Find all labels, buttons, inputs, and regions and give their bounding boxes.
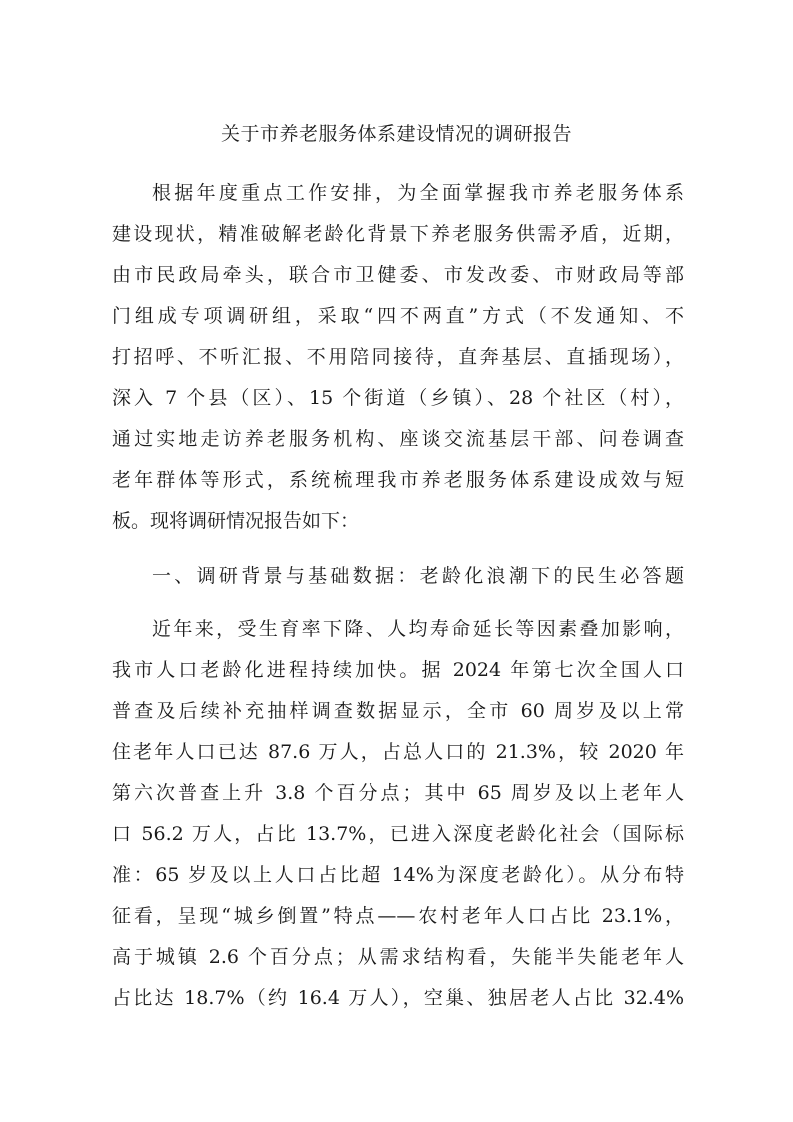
paragraph2-line: 口 56.2 万人，占比 13.7%，已进入深度老龄化社会（国际标	[112, 823, 684, 845]
paragraph1-line: 建设现状，精准破解老龄化背景下养老服务供需矛盾，近期，	[112, 223, 684, 245]
paragraph2-line: 准：65 岁及以上人口占比超 14%为深度老龄化）。从分布特	[112, 864, 684, 886]
paragraph2-line: 征看，呈现“城乡倒置”特点——农村老年人口占比 23.1%，	[112, 905, 684, 927]
paragraph2-line: 住老年人口已达 87.6 万人，占总人口的 21.3%，较 2020 年	[112, 741, 684, 763]
paragraph1-line: 通过实地走访养老服务机构、座谈交流基层干部、问卷调查	[112, 428, 684, 450]
paragraph2-line: 第六次普查上升 3.8 个百分点；其中 65 周岁及以上老年人	[112, 782, 684, 804]
paragraph1-line: 由市民政局牵头，联合市卫健委、市发改委、市财政局等部	[112, 264, 684, 286]
paragraph1-line: 深入 7 个县（区）、15 个街道（乡镇）、28 个社区（村），	[112, 387, 684, 409]
paragraph1-line: 门组成专项调研组，采取“四不两直”方式（不发通知、不	[112, 305, 684, 327]
paragraph1-line: 根据年度重点工作安排，为全面掌握我市养老服务体系	[152, 182, 684, 204]
paragraph2-line: 普查及后续补充抽样调查数据显示，全市 60 周岁及以上常	[112, 700, 684, 722]
paragraph2-line: 我市人口老龄化进程持续加快。据 2024 年第七次全国人口	[112, 659, 684, 681]
paragraph1-line: 打招呼、不听汇报、不用陪同接待，直奔基层、直插现场），	[112, 346, 684, 368]
paragraph1-line: 板。现将调研情况报告如下：	[112, 510, 360, 532]
document-title: 关于市养老服务体系建设情况的调研报告	[220, 123, 572, 145]
paragraph2-line: 近年来，受生育率下降、人均寿命延长等因素叠加影响，	[152, 618, 684, 640]
paragraph1-line: 老年群体等形式，系统梳理我市养老服务体系建设成效与短	[112, 469, 684, 491]
section1-heading: 一、调研背景与基础数据：老龄化浪潮下的民生必答题	[152, 565, 684, 587]
paragraph2-line: 占比达 18.7%（约 16.4 万人），空巢、独居老人占比 32.4%	[112, 987, 684, 1009]
paragraph2-line: 高于城镇 2.6 个百分点；从需求结构看，失能半失能老年人	[112, 946, 684, 968]
